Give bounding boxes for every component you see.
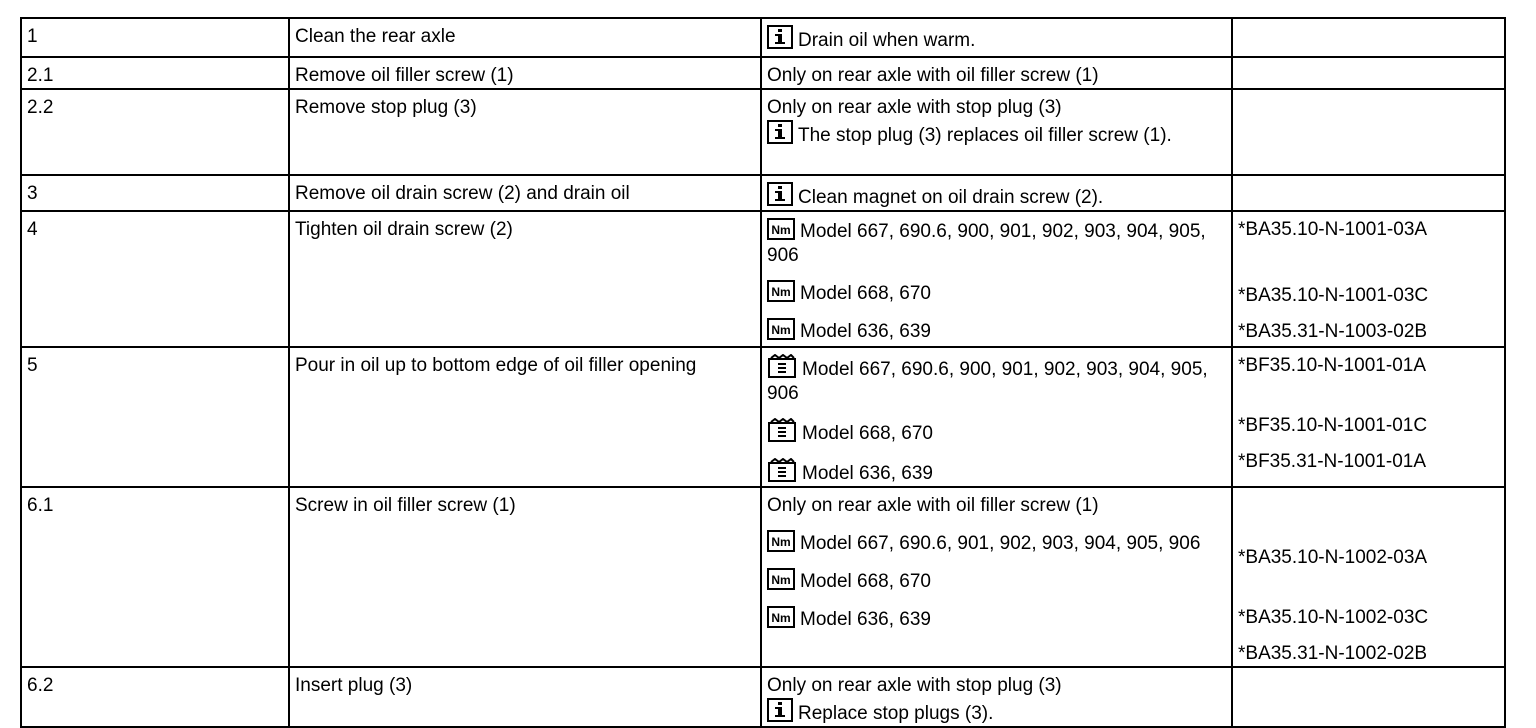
info-icon [767,25,793,49]
table-row [21,211,1505,347]
note-text: Only on rear axle with stop plug (3) [767,675,1062,696]
note-text: Replace stop plugs (3). [798,703,994,724]
table-row [21,347,1505,487]
note-line [767,458,1227,486]
reference-code[interactable]: *BA35.10-N-1001-03C [1238,285,1429,306]
step-number: 4 [21,211,289,347]
step-notes [761,667,1232,727]
info-icon [767,182,793,206]
note-line [767,606,1227,632]
svg-text:Nm: Nm [771,223,791,237]
info-icon [767,698,793,722]
step-action: Insert plug (3) [289,667,761,727]
torque-nm-icon [767,530,795,552]
reference-code[interactable]: *BF35.10-N-1001-01C [1238,415,1428,436]
table-row [21,175,1505,211]
note-text: Model 636, 639 [802,463,933,484]
note-text: Only on rear axle with oil filler screw (1) [767,495,1099,516]
step-notes [761,211,1232,347]
note-text: Model 667, 690.6, 900, 901, 902, 903, 904, 905, 906 [767,359,1208,404]
step-action: Remove stop plug (3) [289,89,761,175]
reference-code[interactable]: *BA35.31-N-1003-02B [1238,321,1428,342]
step-action: Clean the rear axle [289,18,761,57]
step-number: 5 [21,347,289,487]
note-text: Clean magnet on oil drain screw (2). [798,187,1104,208]
step-notes [761,89,1232,175]
reference-codes [1232,347,1505,487]
note-line [767,698,1227,726]
note-text: Model 667, 690.6, 900, 901, 902, 903, 904, 905, 906 [767,221,1206,266]
svg-text:Nm: Nm [771,285,791,299]
step-number: 6.2 [21,667,289,727]
fluid-spec-icon [767,418,797,442]
reference-code[interactable]: *BA35.10-N-1002-03C [1238,607,1429,628]
torque-nm-icon [767,218,795,240]
torque-nm-icon [767,280,795,302]
step-number: 6.1 [21,487,289,667]
note-text: Model 636, 639 [800,609,931,630]
note-line [767,96,1227,120]
step-action: Tighten oil drain screw (2) [289,211,761,347]
step-notes [761,18,1232,57]
procedure-table [20,17,1506,728]
step-action: Pour in oil up to bottom edge of oil filler opening [289,347,761,487]
step-number: 2.1 [21,57,289,89]
fluid-spec-icon [767,354,797,378]
step-number: 3 [21,175,289,211]
table-row [21,89,1505,175]
step-number: 1 [21,18,289,57]
reference-code[interactable]: *BF35.10-N-1001-01A [1238,355,1426,376]
torque-nm-icon [767,568,795,590]
svg-text:Nm: Nm [771,573,791,587]
step-notes [761,175,1232,211]
reference-code[interactable]: *BF35.31-N-1001-01A [1238,451,1426,472]
note-line [767,25,1227,53]
step-action: Remove oil drain screw (2) and drain oil [289,175,761,211]
note-line [767,280,1227,306]
note-text: Only on rear axle with stop plug (3) [767,97,1062,118]
reference-code[interactable]: *BA35.10-N-1002-03A [1238,547,1428,568]
reference-codes [1232,18,1505,57]
note-text: Only on rear axle with oil filler screw (1) [767,65,1099,86]
note-line [767,418,1227,446]
fluid-spec-icon [767,458,797,482]
step-action: Screw in oil filler screw (1) [289,487,761,667]
reference-codes [1232,667,1505,727]
note-line [767,674,1227,698]
note-line [767,218,1227,268]
step-action: Remove oil filler screw (1) [289,57,761,89]
reference-codes [1232,89,1505,175]
note-line [767,182,1227,210]
torque-nm-icon [767,606,795,628]
step-notes [761,57,1232,89]
svg-text:Nm: Nm [771,611,791,625]
reference-code[interactable]: *BA35.31-N-1002-02B [1238,643,1428,664]
reference-codes [1232,57,1505,89]
table-row [21,667,1505,727]
step-notes [761,487,1232,667]
note-text: Model 667, 690.6, 901, 902, 903, 904, 905, 906 [800,533,1201,554]
note-line [767,318,1227,344]
info-icon [767,120,793,144]
torque-nm-icon [767,318,795,340]
reference-code[interactable]: *BA35.10-N-1001-03A [1238,219,1428,240]
note-text: The stop plug (3) replaces oil filler screw (1). [798,125,1172,146]
step-notes [761,347,1232,487]
note-text: Model 636, 639 [800,321,931,342]
svg-text:Nm: Nm [771,535,791,549]
table-row [21,18,1505,57]
reference-codes [1232,487,1505,667]
note-text: Model 668, 670 [802,423,933,444]
reference-code[interactable] [1238,494,1500,518]
svg-text:Nm: Nm [771,323,791,337]
note-text: Model 668, 670 [800,571,931,592]
note-text: Drain oil when warm. [798,30,976,51]
note-line [767,530,1227,556]
reference-codes [1232,175,1505,211]
reference-codes [1232,211,1505,347]
note-line [767,120,1227,148]
procedure-table-body [21,18,1505,727]
table-row [21,57,1505,89]
note-line [767,568,1227,594]
note-line [767,354,1227,406]
step-number: 2.2 [21,89,289,175]
note-text: Model 668, 670 [800,283,931,304]
table-row [21,487,1505,667]
note-line [767,64,1227,88]
note-line [767,494,1227,518]
